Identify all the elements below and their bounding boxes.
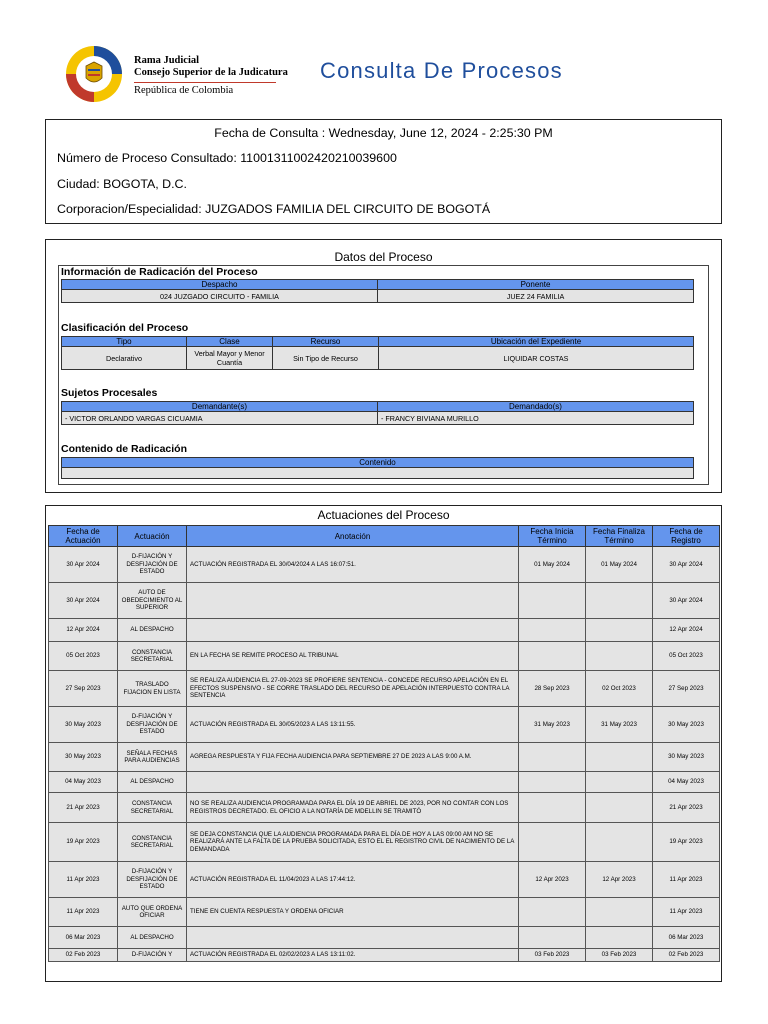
- demandado-value: - FRANCY BIVIANA MURILLO: [378, 412, 694, 425]
- actuacion-cell-inicia: [519, 898, 586, 927]
- actuacion-cell-fecha: 27 Sep 2023: [49, 671, 118, 707]
- radicacion-title: Información de Radicación del Proceso: [61, 266, 258, 278]
- actuacion-cell-registro: 06 Mar 2023: [653, 927, 720, 949]
- actuacion-cell-actuacion: D-FIJACIÓN Y DESFIJACIÓN DE ESTADO: [118, 547, 187, 583]
- actuacion-cell-registro: 05 Oct 2023: [653, 642, 720, 671]
- actuacion-cell-anotacion: SE REALIZA AUDIENCIA EL 27-09-2023 SE PROFIERE SENTENCIA - CONCEDE RECURSO APELACIÓN EN EL EFECTOS SUSPENSIVO - SE CORRE TRASLADO DEL RECURSO DE APELACIÓN INTERPUESTO CONTRA LA SENTENCIA: [187, 671, 519, 707]
- actuacion-cell-anotacion: [187, 772, 519, 793]
- demandante-value: - VICTOR ORLANDO VARGAS CICUAMIA: [62, 412, 378, 425]
- actuacion-cell-anotacion: ACTUACIÓN REGISTRADA EL 02/02/2023 A LAS 13:11:02.: [187, 949, 519, 962]
- col-fecha-actuacion: Fecha de Actuación: [49, 526, 118, 547]
- fecha-consulta: Fecha de Consulta : Wednesday, June 12, 2024 - 2:25:30 PM: [214, 126, 553, 140]
- actuacion-cell-fecha: 04 May 2023: [49, 772, 118, 793]
- actuacion-cell-finaliza: 12 Apr 2023: [586, 862, 653, 898]
- actuacion-cell-actuacion: CONSTANCIA SECRETARIAL: [118, 793, 187, 823]
- actuacion-cell-actuacion: D-FIJACIÓN Y: [118, 949, 187, 962]
- col-anotacion: Anotación: [187, 526, 519, 547]
- actuaciones-panel: [45, 505, 722, 982]
- actuacion-cell-anotacion: [187, 583, 519, 619]
- actuacion-cell-actuacion: TRASLADO FIJACION EN LISTA: [118, 671, 187, 707]
- actuacion-cell-registro: 04 May 2023: [653, 772, 720, 793]
- actuacion-cell-actuacion: AUTO QUE ORDENA OFICIAR: [118, 898, 187, 927]
- actuacion-row: [49, 898, 720, 927]
- contenido-title: Contenido de Radicación: [61, 443, 188, 455]
- actuacion-cell-fecha: 11 Apr 2023: [49, 898, 118, 927]
- despacho-header: Despacho: [62, 280, 378, 290]
- actuacion-row: [49, 619, 720, 642]
- col-actuacion: Actuación: [118, 526, 187, 547]
- actuacion-cell-finaliza: [586, 772, 653, 793]
- actuacion-cell-anotacion: TIENE EN CUENTA RESPUESTA Y ORDENA OFICIAR: [187, 898, 519, 927]
- actuacion-row: [49, 772, 720, 793]
- recurso-header: Recurso: [273, 337, 379, 347]
- actuacion-cell-finaliza: 03 Feb 2023: [586, 949, 653, 962]
- actuacion-cell-registro: 11 Apr 2023: [653, 862, 720, 898]
- actuacion-cell-inicia: 31 May 2023: [519, 707, 586, 743]
- app-title: Consulta De Procesos: [320, 58, 563, 83]
- page-header: [0, 0, 768, 110]
- actuacion-cell-anotacion: EN LA FECHA SE REMITE PROCESO AL TRIBUNAL: [187, 642, 519, 671]
- contenido-table: [61, 457, 694, 479]
- actuacion-cell-fecha: 02 Feb 2023: [49, 949, 118, 962]
- actuacion-cell-fecha: 30 May 2023: [49, 743, 118, 772]
- datos-proceso-inner: [58, 265, 709, 485]
- actuacion-cell-registro: 27 Sep 2023: [653, 671, 720, 707]
- col-fecha-finaliza: Fecha Finaliza Término: [586, 526, 653, 547]
- org-line-1: Rama Judicial: [134, 55, 200, 66]
- actuacion-cell-registro: 30 May 2023: [653, 707, 720, 743]
- actuacion-cell-finaliza: [586, 927, 653, 949]
- datos-proceso-title: Datos del Proceso: [334, 250, 433, 264]
- actuacion-row: [49, 862, 720, 898]
- actuacion-cell-finaliza: [586, 619, 653, 642]
- contenido-header: Contenido: [62, 458, 694, 468]
- actuacion-cell-finaliza: [586, 898, 653, 927]
- actuacion-cell-inicia: [519, 583, 586, 619]
- actuacion-cell-actuacion: D-FIJACIÓN Y DESFIJACIÓN DE ESTADO: [118, 707, 187, 743]
- actuacion-cell-actuacion: SEÑALA FECHAS PARA AUDIENCIAS: [118, 743, 187, 772]
- actuacion-cell-anotacion: [187, 619, 519, 642]
- actuacion-cell-inicia: [519, 619, 586, 642]
- ponente-header: Ponente: [378, 280, 694, 290]
- org-divider: [134, 82, 276, 83]
- actuacion-cell-finaliza: 02 Oct 2023: [586, 671, 653, 707]
- demandante-header: Demandante(s): [62, 402, 378, 412]
- actuacion-cell-registro: 30 May 2023: [653, 743, 720, 772]
- ponente-value: JUEZ 24 FAMILIA: [378, 290, 694, 303]
- actuacion-cell-anotacion: SE DEJA CONSTANCIA QUE LA AUDIENCIA PROGRAMADA PARA EL DÍA DE HOY A LAS 09:00 AM NO SE REALIZARÁ ANTE LA FALTA DE LA PRUEBA SOLICITADA, ESTO EL EL REGISTRO CIVIL DE NACIMIENTO DE LA DEMANDADA: [187, 823, 519, 862]
- actuacion-cell-inicia: 28 Sep 2023: [519, 671, 586, 707]
- clase-header: Clase: [187, 337, 273, 347]
- actuacion-cell-registro: 11 Apr 2023: [653, 898, 720, 927]
- tipo-header: Tipo: [62, 337, 187, 347]
- ubicacion-header: Ubicación del Expediente: [379, 337, 694, 347]
- numero-proceso: Número de Proceso Consultado: 11001311002420210039600: [57, 151, 397, 165]
- col-fecha-inicia: Fecha Inicia Término: [519, 526, 586, 547]
- actuacion-cell-actuacion: AUTO DE OBEDECIMIENTO AL SUPERIOR: [118, 583, 187, 619]
- recurso-value: Sin Tipo de Recurso: [273, 347, 379, 370]
- actuacion-row: [49, 823, 720, 862]
- sujetos-title: Sujetos Procesales: [61, 387, 158, 399]
- actuacion-cell-anotacion: ACTUACIÓN REGISTRADA EL 30/05/2023 A LAS 13:11:55.: [187, 707, 519, 743]
- actuacion-cell-inicia: 12 Apr 2023: [519, 862, 586, 898]
- actuacion-cell-inicia: [519, 743, 586, 772]
- actuacion-cell-fecha: 11 Apr 2023: [49, 862, 118, 898]
- tipo-value: Declarativo: [62, 347, 187, 370]
- actuacion-cell-registro: 02 Feb 2023: [653, 949, 720, 962]
- actuacion-cell-anotacion: ACTUACIÓN REGISTRADA EL 11/04/2023 A LAS 17:44:12.: [187, 862, 519, 898]
- actuacion-cell-fecha: 19 Apr 2023: [49, 823, 118, 862]
- actuaciones-title: Actuaciones del Proceso: [317, 508, 450, 522]
- actuacion-cell-inicia: [519, 793, 586, 823]
- actuacion-cell-actuacion: CONSTANCIA SECRETARIAL: [118, 642, 187, 671]
- actuacion-cell-anotacion: AGREGA RESPUESTA Y FIJA FECHA AUDIENCIA PARA SEPTIEMBRE 27 DE 2023 A LAS 9:00 A.M.: [187, 743, 519, 772]
- actuacion-cell-finaliza: [586, 823, 653, 862]
- radicacion-table: [61, 279, 694, 303]
- contenido-value: [62, 468, 694, 479]
- rama-judicial-seal-logo: [64, 44, 124, 104]
- actuacion-cell-actuacion: AL DESPACHO: [118, 927, 187, 949]
- actuacion-cell-finaliza: [586, 793, 653, 823]
- actuacion-row: [49, 547, 720, 583]
- ciudad: Ciudad: BOGOTA, D.C.: [57, 177, 187, 191]
- datos-proceso-panel: [45, 239, 722, 493]
- actuacion-cell-finaliza: [586, 642, 653, 671]
- clasificacion-table: [61, 336, 694, 370]
- actuacion-cell-inicia: [519, 823, 586, 862]
- actuacion-cell-fecha: 12 Apr 2024: [49, 619, 118, 642]
- actuacion-cell-anotacion: NO SE REALIZA AUDIENCIA PROGRAMADA PARA EL DÍA 19 DE ABRIEL DE 2023, POR NO CONTAR CON LOS REGISTROS DECRETADO. EL OFICIO A LA NOTARÍA DE MDELLIN SE TRAMITÓ: [187, 793, 519, 823]
- actuacion-cell-finaliza: [586, 743, 653, 772]
- consulta-info-box: [45, 119, 722, 224]
- actuacion-cell-fecha: 06 Mar 2023: [49, 927, 118, 949]
- actuacion-cell-fecha: 30 Apr 2024: [49, 583, 118, 619]
- actuacion-cell-actuacion: AL DESPACHO: [118, 619, 187, 642]
- actuaciones-table: [48, 525, 720, 962]
- ubicacion-value: LIQUIDAR COSTAS: [379, 347, 694, 370]
- actuacion-cell-inicia: [519, 642, 586, 671]
- corporacion-especialidad: Corporacion/Especialidad: JUZGADOS FAMILIA DEL CIRCUITO DE BOGOTÁ: [57, 202, 491, 216]
- actuacion-cell-anotacion: [187, 927, 519, 949]
- sujetos-table: [61, 401, 694, 425]
- actuacion-cell-finaliza: [586, 583, 653, 619]
- actuacion-cell-actuacion: D-FIJACIÓN Y DESFIJACIÓN DE ESTADO: [118, 862, 187, 898]
- actuacion-cell-inicia: [519, 927, 586, 949]
- organization-name: [134, 55, 288, 97]
- despacho-value: 024 JUZGADO CIRCUITO - FAMILIA: [62, 290, 378, 303]
- actuacion-cell-fecha: 30 Apr 2024: [49, 547, 118, 583]
- actuacion-row: [49, 671, 720, 707]
- org-line-2: Consejo Superior de la Judicatura: [134, 67, 288, 78]
- actuacion-cell-fecha: 05 Oct 2023: [49, 642, 118, 671]
- org-line-3: República de Colombia: [134, 85, 234, 96]
- actuacion-row: [49, 707, 720, 743]
- actuacion-cell-fecha: 30 May 2023: [49, 707, 118, 743]
- actuacion-cell-inicia: [519, 772, 586, 793]
- actuacion-cell-registro: 12 Apr 2024: [653, 619, 720, 642]
- actuacion-cell-registro: 19 Apr 2023: [653, 823, 720, 862]
- actuacion-cell-inicia: 01 May 2024: [519, 547, 586, 583]
- actuacion-row: [49, 793, 720, 823]
- actuacion-cell-anotacion: ACTUACIÓN REGISTRADA EL 30/04/2024 A LAS 16:07:51.: [187, 547, 519, 583]
- actuacion-cell-registro: 30 Apr 2024: [653, 583, 720, 619]
- actuacion-cell-fecha: 21 Apr 2023: [49, 793, 118, 823]
- clase-value: Verbal Mayor y Menor Cuantía: [187, 347, 273, 370]
- col-fecha-registro: Fecha de Registro: [653, 526, 720, 547]
- clasificacion-title: Clasificación del Proceso: [61, 322, 189, 334]
- actuacion-row: [49, 927, 720, 949]
- actuacion-cell-registro: 21 Apr 2023: [653, 793, 720, 823]
- actuacion-cell-actuacion: CONSTANCIA SECRETARIAL: [118, 823, 187, 862]
- actuacion-row: [49, 583, 720, 619]
- demandado-header: Demandado(s): [378, 402, 694, 412]
- actuacion-row: [49, 743, 720, 772]
- actuacion-cell-finaliza: 31 May 2023: [586, 707, 653, 743]
- actuacion-row: [49, 949, 720, 962]
- actuacion-cell-finaliza: 01 May 2024: [586, 547, 653, 583]
- actuacion-cell-inicia: 03 Feb 2023: [519, 949, 586, 962]
- actuacion-row: [49, 642, 720, 671]
- actuacion-cell-actuacion: AL DESPACHO: [118, 772, 187, 793]
- actuacion-cell-registro: 30 Apr 2024: [653, 547, 720, 583]
